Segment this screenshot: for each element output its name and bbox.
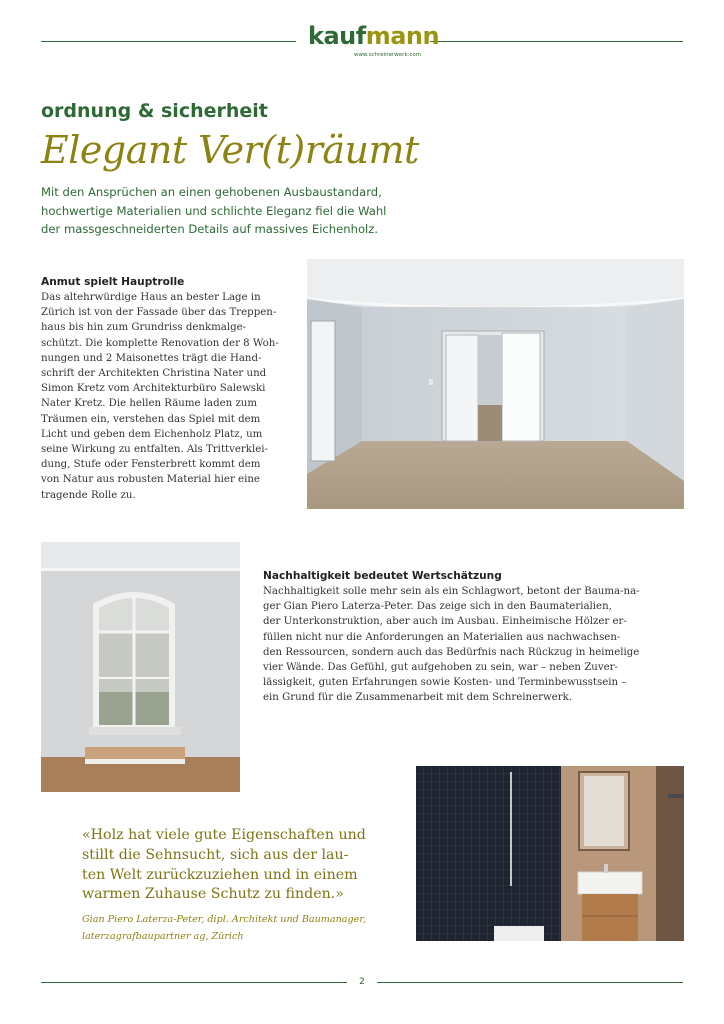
room-doors-photo bbox=[307, 259, 684, 509]
lead-line: der massgeschneiderten Details auf massives Eichenholz. bbox=[41, 222, 379, 236]
quote-line: stillt die Sehnsucht, sich aus der lau- bbox=[82, 846, 349, 863]
body-line: tragende Rolle zu. bbox=[41, 489, 136, 501]
pull-quote bbox=[82, 826, 392, 905]
quote-attribution bbox=[82, 912, 366, 945]
body-line: von Natur aus robusten Material hier eine bbox=[41, 474, 260, 486]
page-number: 2 bbox=[359, 977, 365, 987]
header-rule-right bbox=[430, 41, 683, 42]
attribution-line: laterzagrafbaupartner ag, Zürich bbox=[82, 930, 244, 942]
bathroom-photo bbox=[416, 766, 684, 941]
quote-line: ten Welt zurückzuziehen und in einem bbox=[82, 866, 358, 883]
kaufmann-logo bbox=[308, 22, 440, 62]
body-line: schrift der Architekten Christina Nater und bbox=[41, 368, 267, 380]
page-title: Elegant Ver(t)räumt bbox=[41, 128, 419, 172]
body-line: nungen und 2 Maisonettes trägt die Hand- bbox=[41, 352, 262, 364]
body-line: Simon Kretz vom Architekturbüro Salewski bbox=[41, 383, 266, 395]
section-1-body bbox=[41, 290, 291, 503]
lead-line: Mit den Ansprüchen an einen gehobenen Ausbaustandard, bbox=[41, 185, 382, 199]
section-2-body bbox=[263, 584, 643, 706]
section-1-title: Anmut spielt Hauptrolle bbox=[41, 276, 185, 288]
body-line: schützt. Die komplette Renovation der 8 Woh- bbox=[41, 337, 279, 349]
body-line: Licht und geben dem Eichenholz Platz, um bbox=[41, 428, 263, 440]
footer-rule-left bbox=[41, 982, 347, 983]
section-2-title: Nachhaltigkeit bedeutet Wertschätzung bbox=[263, 570, 502, 582]
logo-kauf: kauf bbox=[308, 22, 366, 50]
quote-line: «Holz hat viele gute Eigenschaften und bbox=[82, 827, 366, 843]
logo-url: www.schreinerwerk.com bbox=[354, 52, 422, 58]
article-section-2 bbox=[263, 569, 643, 706]
attribution-line: Gian Piero Laterza-Peter, dipl. Architekt und Baumanager, bbox=[82, 914, 366, 925]
article-section-1 bbox=[41, 275, 291, 503]
body-line: Träumen ein, verstehen das Spiel mit dem bbox=[41, 413, 261, 425]
footer-rule-right bbox=[377, 982, 683, 983]
body-line: Zürich ist von der Fassade über das Treppen- bbox=[41, 307, 277, 319]
body-line: Nater Kretz. Die hellen Räume laden zum bbox=[41, 398, 258, 410]
header-rule-left bbox=[41, 41, 296, 42]
body-line: dung, Stufe oder Fensterbrett kommt dem bbox=[41, 459, 261, 471]
window-photo bbox=[41, 542, 240, 792]
body-line: Nachhaltigkeit solle mehr sein als ein Schlagwort, betont der Bauma-na- bbox=[263, 586, 640, 597]
body-line: der Unterkonstruktion, aber auch im Ausbau. Einheimische Hölzer er- bbox=[263, 616, 627, 628]
section-kicker: ordnung & sicherheit bbox=[41, 100, 268, 122]
logo-mann: mann bbox=[365, 22, 440, 50]
body-line: seine Wirkung zu entfalten. Als Trittverklei- bbox=[41, 444, 268, 456]
body-line: füllen nicht nur die Anforderungen an Materialien aus nachwachsen- bbox=[263, 631, 621, 643]
body-line: vier Wände. Das Gefühl, gut aufgehoben zu sein, war – neben Zuver- bbox=[263, 662, 618, 674]
lead-line: hochwertige Materialien und schlichte Eleganz fiel die Wahl bbox=[41, 203, 387, 218]
body-line: Das altehrwürdige Haus an bester Lage in bbox=[41, 292, 261, 303]
body-line: haus bis hin zum Grundriss denkmalge- bbox=[41, 322, 247, 334]
body-line: lässigkeit, guten Erfahrungen sowie Kosten- und Terminbewusstsein – bbox=[263, 677, 627, 689]
body-line: ger Gian Piero Laterza-Peter. Das zeige sich in den Baumaterialien, bbox=[263, 601, 612, 613]
quote-line: warmen Zuhause Schutz zu finden.» bbox=[82, 886, 344, 903]
body-line: ein Grund für die Zusammenarbeit mit dem Schreinerwerk. bbox=[263, 692, 572, 704]
body-line: den Ressourcen, sondern auch das Bedürfnis nach Rückzug in heimelige bbox=[263, 646, 640, 658]
lead-paragraph bbox=[41, 183, 401, 239]
